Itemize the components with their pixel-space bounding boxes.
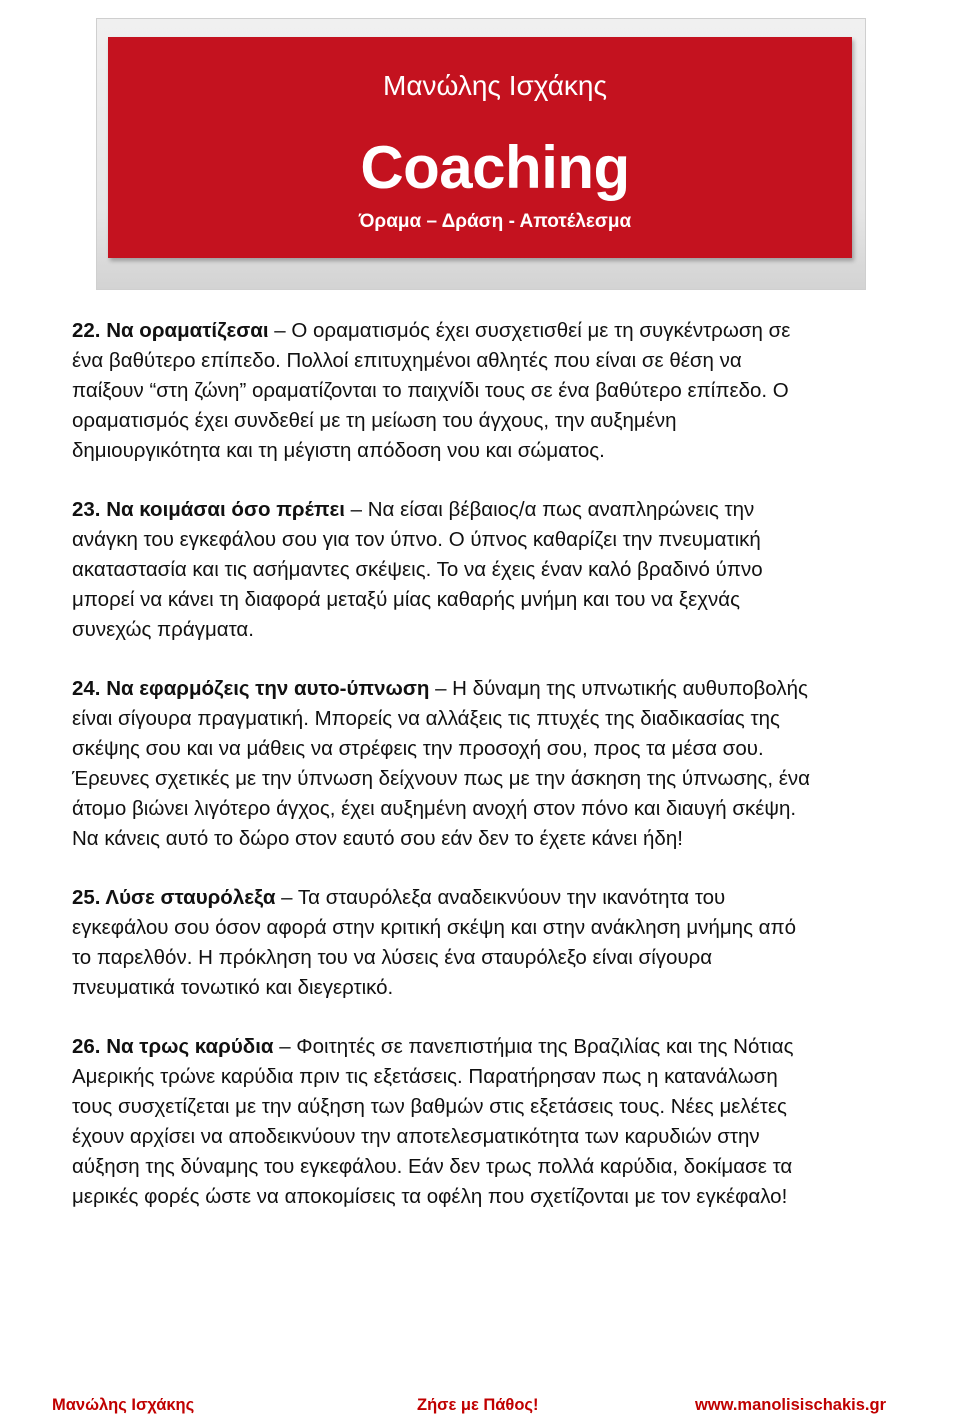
tip-line: οραματισμός έχει συνδεθεί με τη μείωση του άγχους, την αυξημένη: [72, 409, 677, 432]
tip-heading: 24. Να εφαρμόζεις την αυτο-ύπνωση: [72, 677, 430, 700]
author-name: Μανώλης Ισχάκης: [383, 70, 607, 101]
tip-line: έχουν αρχίσει να αποδεικνύουν την αποτελεσματικότητα των καρυδιών στην: [72, 1125, 760, 1148]
tagline: Όραμα – Δράση - Αποτέλεσμα: [358, 211, 632, 232]
tip-line: [72, 1032, 932, 1062]
tip-line: παίξουν “στη ζώνη” οραματίζονται το παιχνίδι τους σε ένα βαθύτερο επίπεδο. Ο: [72, 379, 789, 402]
tip-line: δημιουργικότητα και τη μέγιστη απόδοση νου και σώματος.: [72, 439, 605, 462]
tip-line: πνευματικά τονωτικό και διεγερτικό.: [72, 976, 394, 999]
tip-line: Αμερικής τρώνε καρύδια πριν τις εξετάσεις. Παρατήρησαν πως η κατανάλωση: [72, 1065, 778, 1088]
header-banner-frame: [96, 18, 866, 290]
tip-26: [72, 1032, 932, 1212]
tip-line: μερικές φορές ώστε να αποκομίσεις τα οφέλη που σχετίζονται με τον εγκέφαλο!: [72, 1185, 788, 1208]
tip-line: είναι σίγουρα πραγματική. Μπορείς να αλλάξεις τις πτυχές της διαδικασίας της: [72, 707, 780, 730]
tip-22: [72, 316, 932, 466]
tip-line: [72, 316, 932, 346]
tip-heading: 22. Να οραματίζεσαι: [72, 319, 269, 342]
tip-line: αύξηση της δύναμης του εγκεφάλου. Εάν δεν τρως πολλά καρύδια, δοκίμασε τα: [72, 1155, 793, 1178]
tip-line: άτομο βιώνει λιγότερο άγχος, έχει αυξημένη ανοχή στον πόνο και διαυγή σκέψη.: [72, 797, 797, 820]
tip-line: συνεχώς πράγματα.: [72, 618, 254, 641]
tip-line: ακαταστασία και τις ασήμαντες σκέψεις. Το να έχεις έναν καλό βραδινό ύπνο: [72, 558, 763, 581]
header-banner: [108, 37, 852, 258]
tip-line: [72, 495, 932, 525]
tip-25: [72, 883, 932, 1003]
tip-line: ανάγκη του εγκεφάλου σου για τον ύπνο. Ο ύπνος καθαρίζει την πνευματική: [72, 528, 761, 551]
tip-heading: 25. Λύσε σταυρόλεξα: [72, 886, 276, 909]
tip-line: Να κάνεις αυτό το δώρο στον εαυτό σου εάν δεν το έχετε κάνει ήδη!: [72, 827, 683, 850]
tip-line: Έρευνες σχετικές με την ύπνωση δείχνουν πως με την άσκηση της ύπνωσης, ένα: [72, 767, 811, 790]
tip-text: – Ο οραματισμός έχει συσχετισθεί με τη συγκέντρωση σε: [268, 319, 791, 342]
tip-text: – Φοιτητές σε πανεπιστήμια της Βραζιλίας και της Νότιας: [273, 1035, 794, 1058]
tip-line: [72, 883, 932, 913]
tip-line: το παρελθόν. Η πρόκληση του να λύσεις ένα σταυρόλεξο είναι σίγουρα: [72, 946, 713, 969]
tip-line: ένα βαθύτερο επίπεδο. Πολλοί επιτυχημένοι αθλητές που είναι σε θέση να: [72, 349, 742, 372]
footer-author: Μανώλης Ισχάκης: [52, 1396, 195, 1414]
tip-text: – Η δύναμη της υπνωτικής αυθυποβολής: [429, 677, 808, 700]
tip-heading: 23. Να κοιμάσαι όσο πρέπει: [72, 498, 345, 521]
tip-heading: 26. Να τρως καρύδια: [72, 1035, 274, 1058]
tip-line: τους συσχετίζεται με την αύξηση των βαθμών στις εξετάσεις τους. Νέες μελέτες: [72, 1095, 787, 1118]
tip-24: [72, 674, 932, 854]
tip-23: [72, 495, 932, 645]
tip-text: – Τα σταυρόλεξα αναδεικνύουν την ικανότητα του: [275, 886, 726, 909]
footer-slogan: Ζήσε με Πάθος!: [417, 1396, 539, 1414]
tip-text: – Να είσαι βέβαιος/α πως αναπληρώνεις την: [344, 498, 755, 521]
footer-website: www.manolisischakis.gr: [694, 1396, 886, 1414]
tip-line: [72, 674, 932, 704]
tips-list: [72, 316, 932, 1241]
tip-line: μπορεί να κάνει τη διαφορά μεταξύ μίας καθαρής μνήμη και του να ξεχνάς: [72, 588, 740, 611]
tip-line: σκέψης σου και να μάθεις να στρέφεις την προσοχή σου, προς τα μέσα σου.: [72, 737, 764, 760]
page-title: Coaching: [360, 134, 630, 201]
tip-line: εγκεφάλου σου όσον αφορά στην κριτική σκέψη και στην ανάκληση μνήμης από: [72, 916, 797, 939]
